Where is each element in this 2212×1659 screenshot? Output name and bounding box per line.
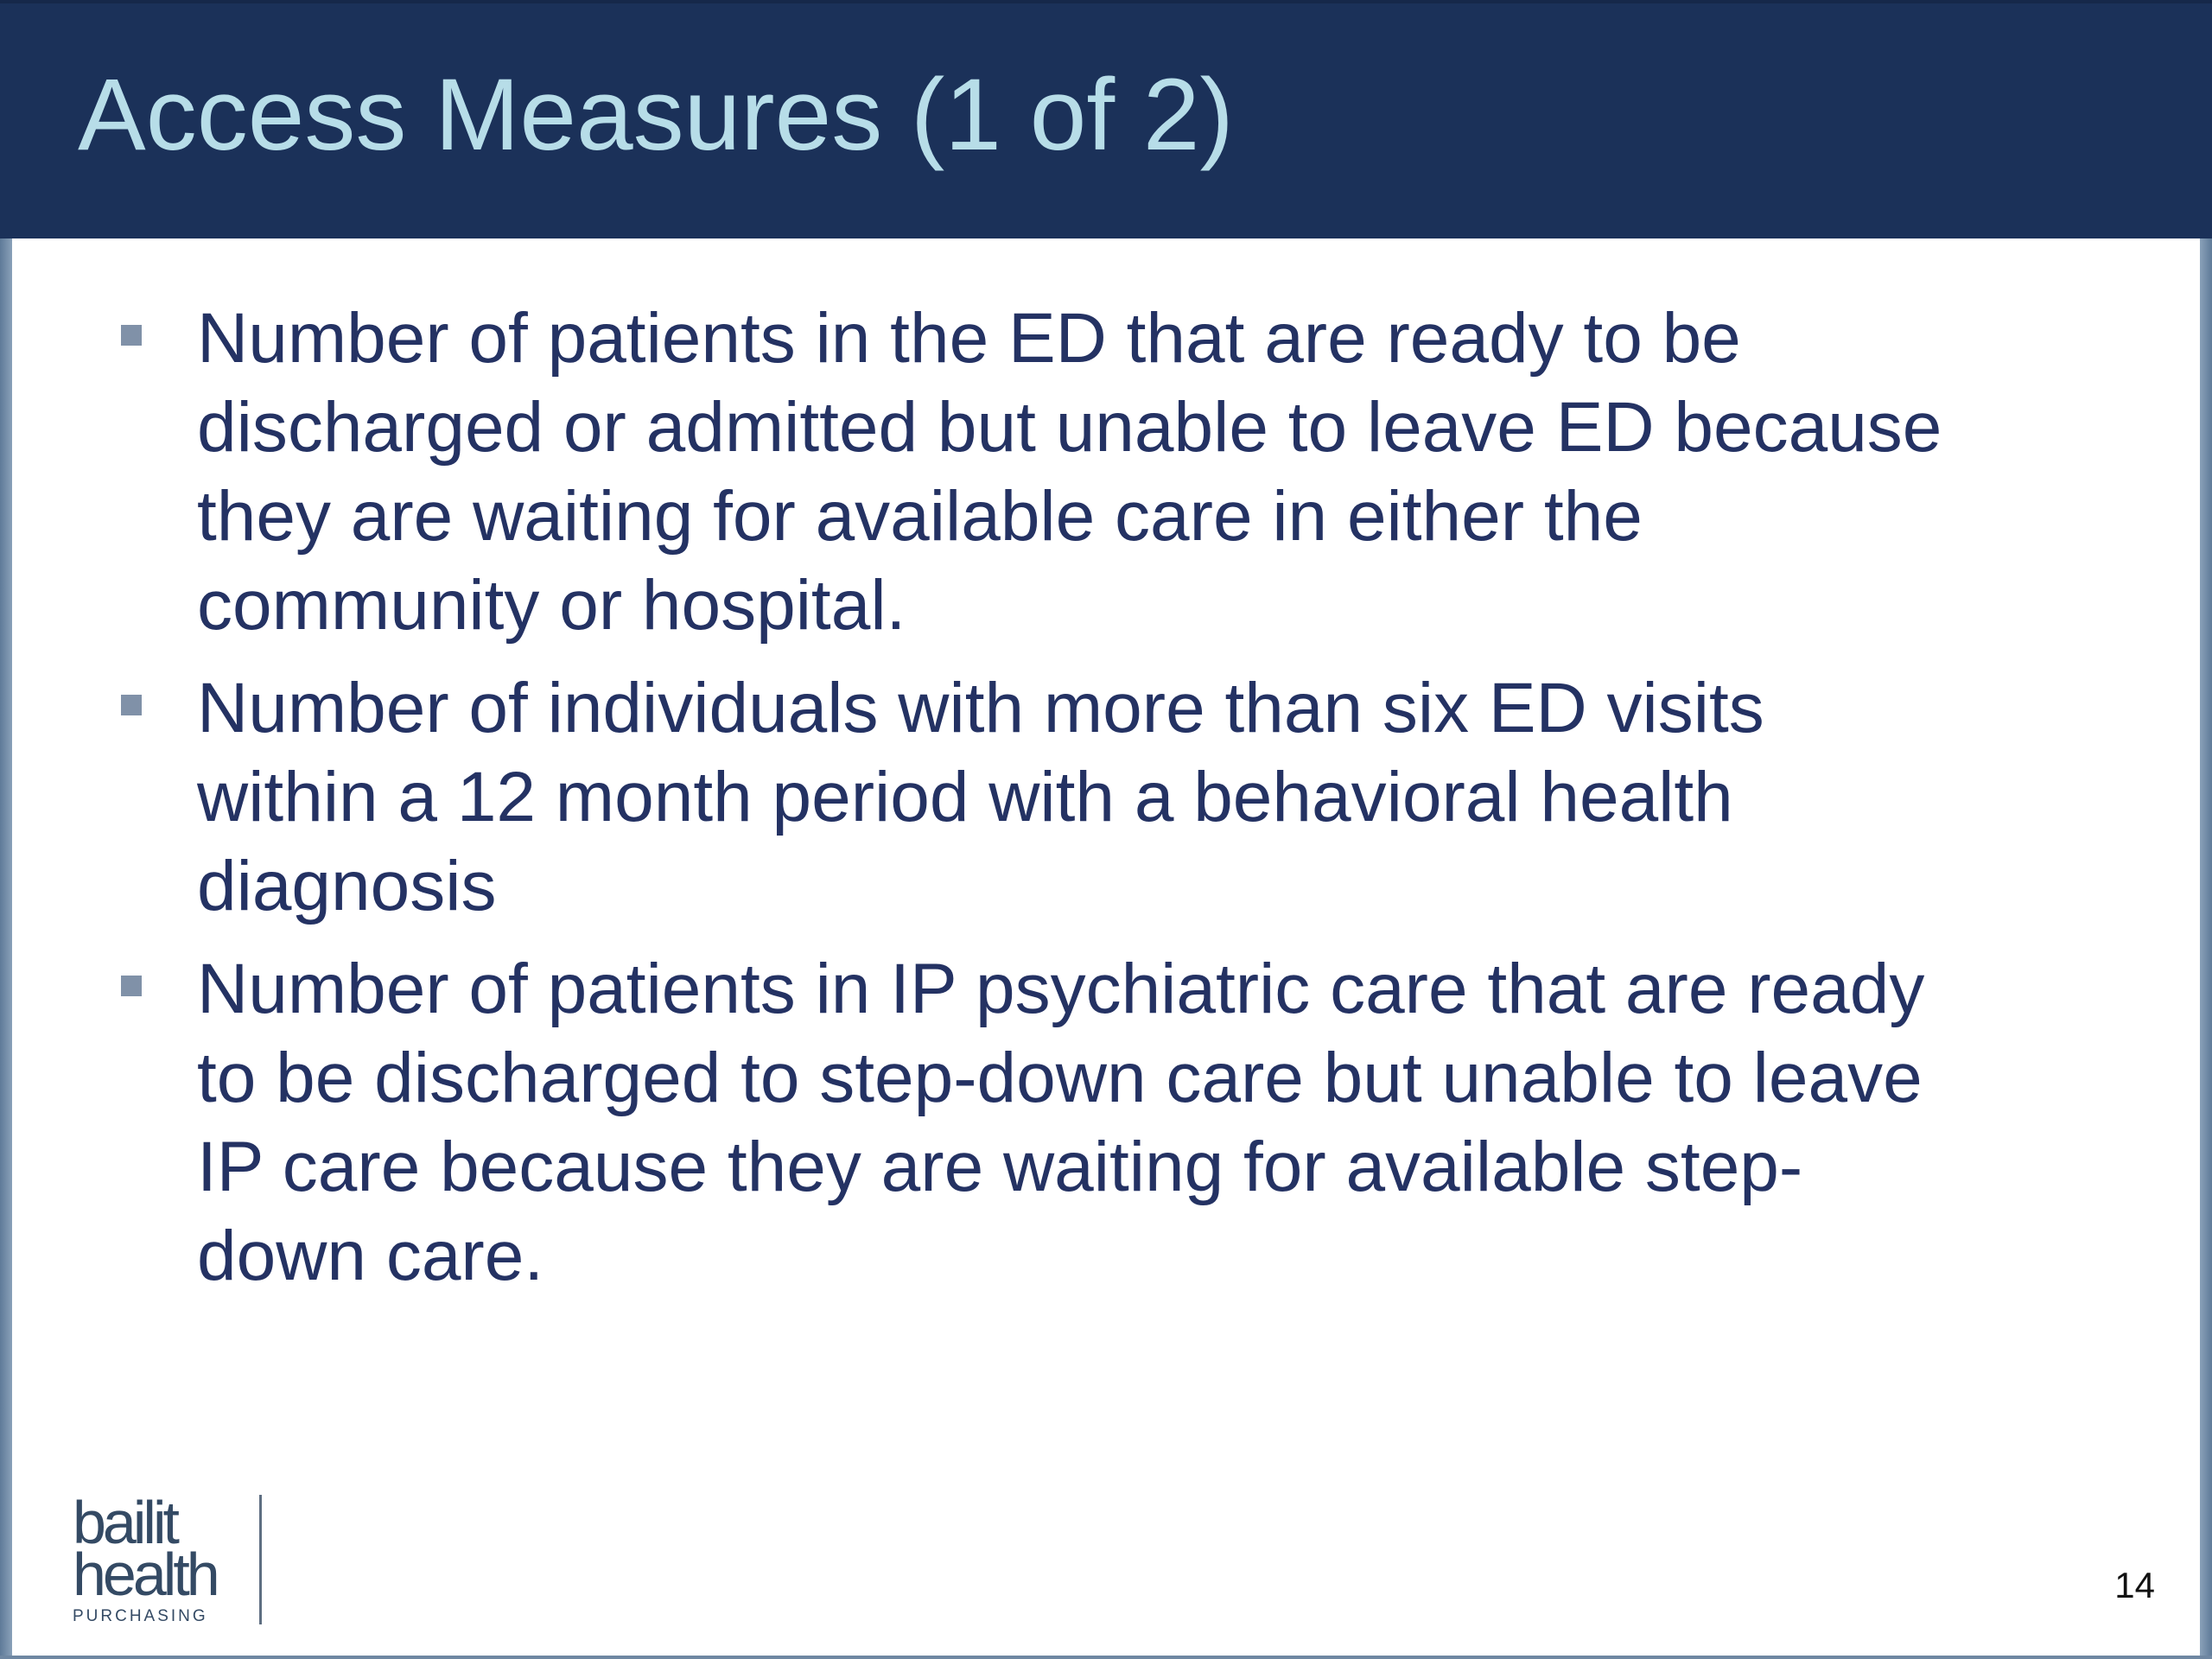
bottom-frame-border	[0, 1656, 2212, 1659]
logo-line-purchasing: PURCHASING	[73, 1607, 208, 1625]
bailit-health-logo	[73, 1489, 271, 1626]
square-bullet-icon	[121, 976, 142, 996]
slide-title: Access Measures (1 of 2)	[78, 58, 1234, 172]
title-bar	[0, 0, 2212, 238]
bullet-item	[0, 294, 1942, 650]
logo-line-bailit: bailit	[73, 1489, 176, 1556]
square-bullet-icon	[121, 325, 142, 346]
bullet-list	[0, 294, 2212, 1314]
square-bullet-icon	[121, 695, 142, 715]
bullet-item	[0, 944, 1942, 1300]
bullet-text: Number of patients in IP psychiatric care that are ready to be discharged to step-down care but unable to leave IP care because they are waiting for available step-down care.	[197, 950, 1925, 1295]
page-number: 14	[2114, 1565, 2155, 1605]
bullet-item	[0, 664, 1942, 931]
bullet-text: Number of patients in the ED that are ready to be discharged or admitted but unable to leave ED because they are waiting for available care in either the community or hospital.	[197, 299, 1942, 645]
logo-line-health: health	[73, 1541, 217, 1608]
bullet-text: Number of individuals with more than six ED visits within a 12 month period with a behavioral health diagnosis	[197, 669, 1764, 925]
logo-divider	[259, 1495, 262, 1624]
